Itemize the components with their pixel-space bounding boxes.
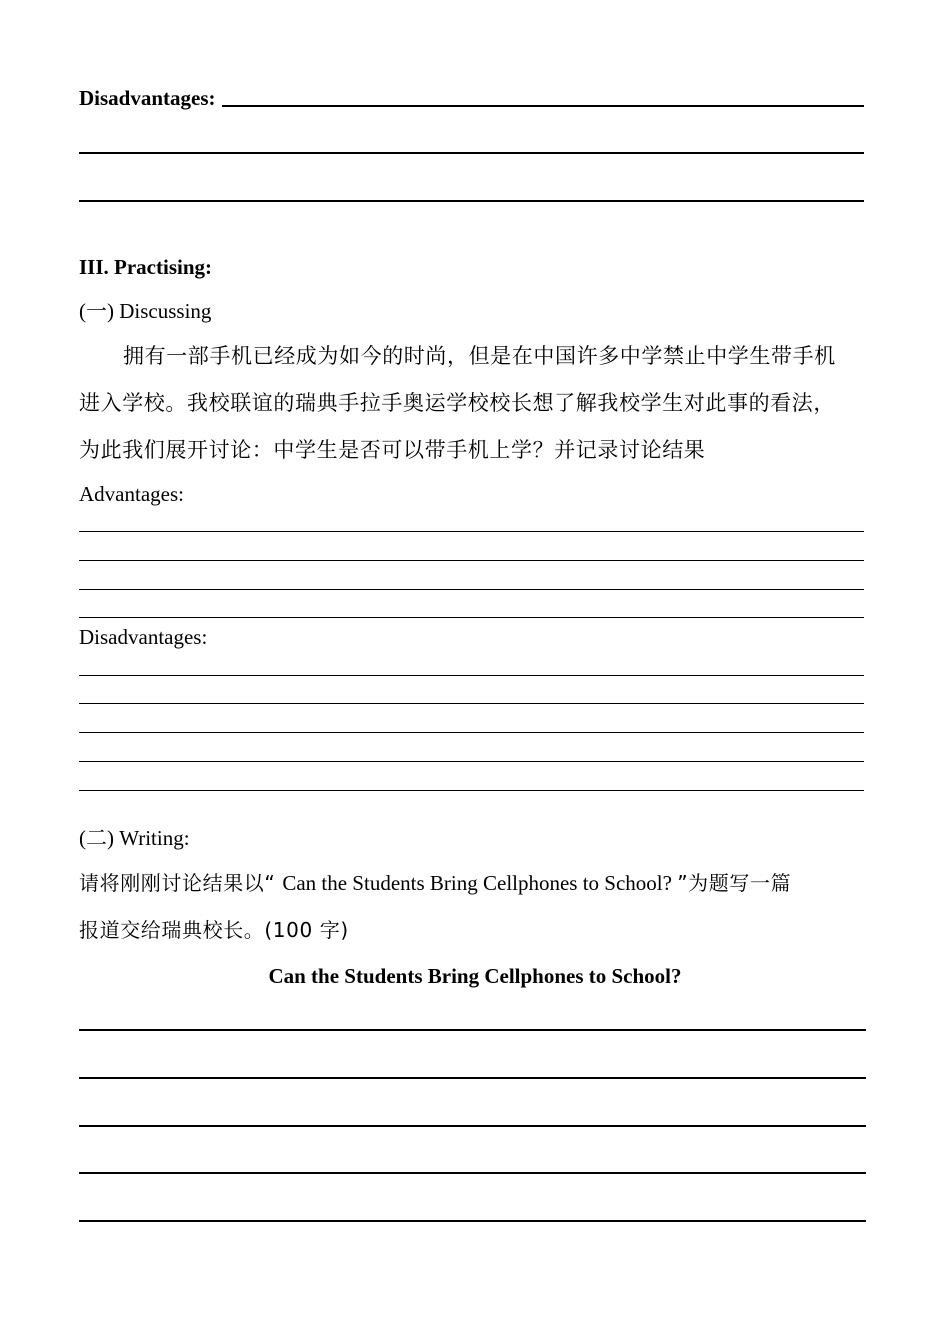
essay-answer-line-3[interactable] xyxy=(79,1125,866,1127)
disadvantages-answer-line-3[interactable] xyxy=(79,732,864,733)
disadvantages-label: Disadvantages: xyxy=(79,625,208,649)
disadvantages-answer-line-1[interactable] xyxy=(79,675,864,676)
advantages-label: Advantages: xyxy=(79,482,184,506)
essay-answer-line-1[interactable] xyxy=(79,1029,866,1031)
top-disadvantages-answer-line-3[interactable] xyxy=(79,200,864,202)
advantages-answer-line-3[interactable] xyxy=(79,589,864,590)
discussion-paragraph-line-2: 进入学校。我校联谊的瑞典手拉手奥运学校校长想了解我校学生对此事的看法， xyxy=(79,391,835,415)
essay-answer-line-5[interactable] xyxy=(79,1220,866,1222)
disadvantages-answer-line-4[interactable] xyxy=(79,761,864,762)
essay-title: Can the Students Bring Cellphones to School? xyxy=(268,964,682,988)
essay-answer-line-4[interactable] xyxy=(79,1172,866,1174)
disadvantages-answer-line-5[interactable] xyxy=(79,790,864,791)
writing-label: (二) Writing: xyxy=(79,826,190,850)
advantages-answer-line-1[interactable] xyxy=(79,531,864,532)
writing-instruction-part-a: 请将刚刚讨论结果以“ xyxy=(79,871,283,895)
top-disadvantages-label: Disadvantages: xyxy=(79,86,216,110)
advantages-answer-line-4[interactable] xyxy=(79,617,864,618)
writing-instruction-part-c: ”为题写一篇 xyxy=(677,871,792,895)
discussion-paragraph-line-1: 拥有一部手机已经成为如今的时尚，但是在中国许多中学禁止中学生带手机 xyxy=(123,344,836,368)
top-disadvantages-answer-line[interactable] xyxy=(222,105,864,107)
essay-answer-line-2[interactable] xyxy=(79,1077,866,1079)
practising-heading: III. Practising: xyxy=(79,255,212,279)
advantages-answer-line-2[interactable] xyxy=(79,560,864,561)
top-disadvantages-answer-line-2[interactable] xyxy=(79,152,864,154)
writing-instruction-line-2: 报道交给瑞典校长。(100 字) xyxy=(79,918,349,942)
writing-instruction-line-1 xyxy=(79,870,791,896)
disadvantages-answer-line-2[interactable] xyxy=(79,703,864,704)
discussion-paragraph-line-3: 为此我们展开讨论：中学生是否可以带手机上学？并记录讨论结果 xyxy=(79,438,706,462)
discussing-label: (一) Discussing xyxy=(79,299,212,323)
writing-instruction-part-b: Can the Students Bring Cellphones to School? xyxy=(282,871,678,895)
